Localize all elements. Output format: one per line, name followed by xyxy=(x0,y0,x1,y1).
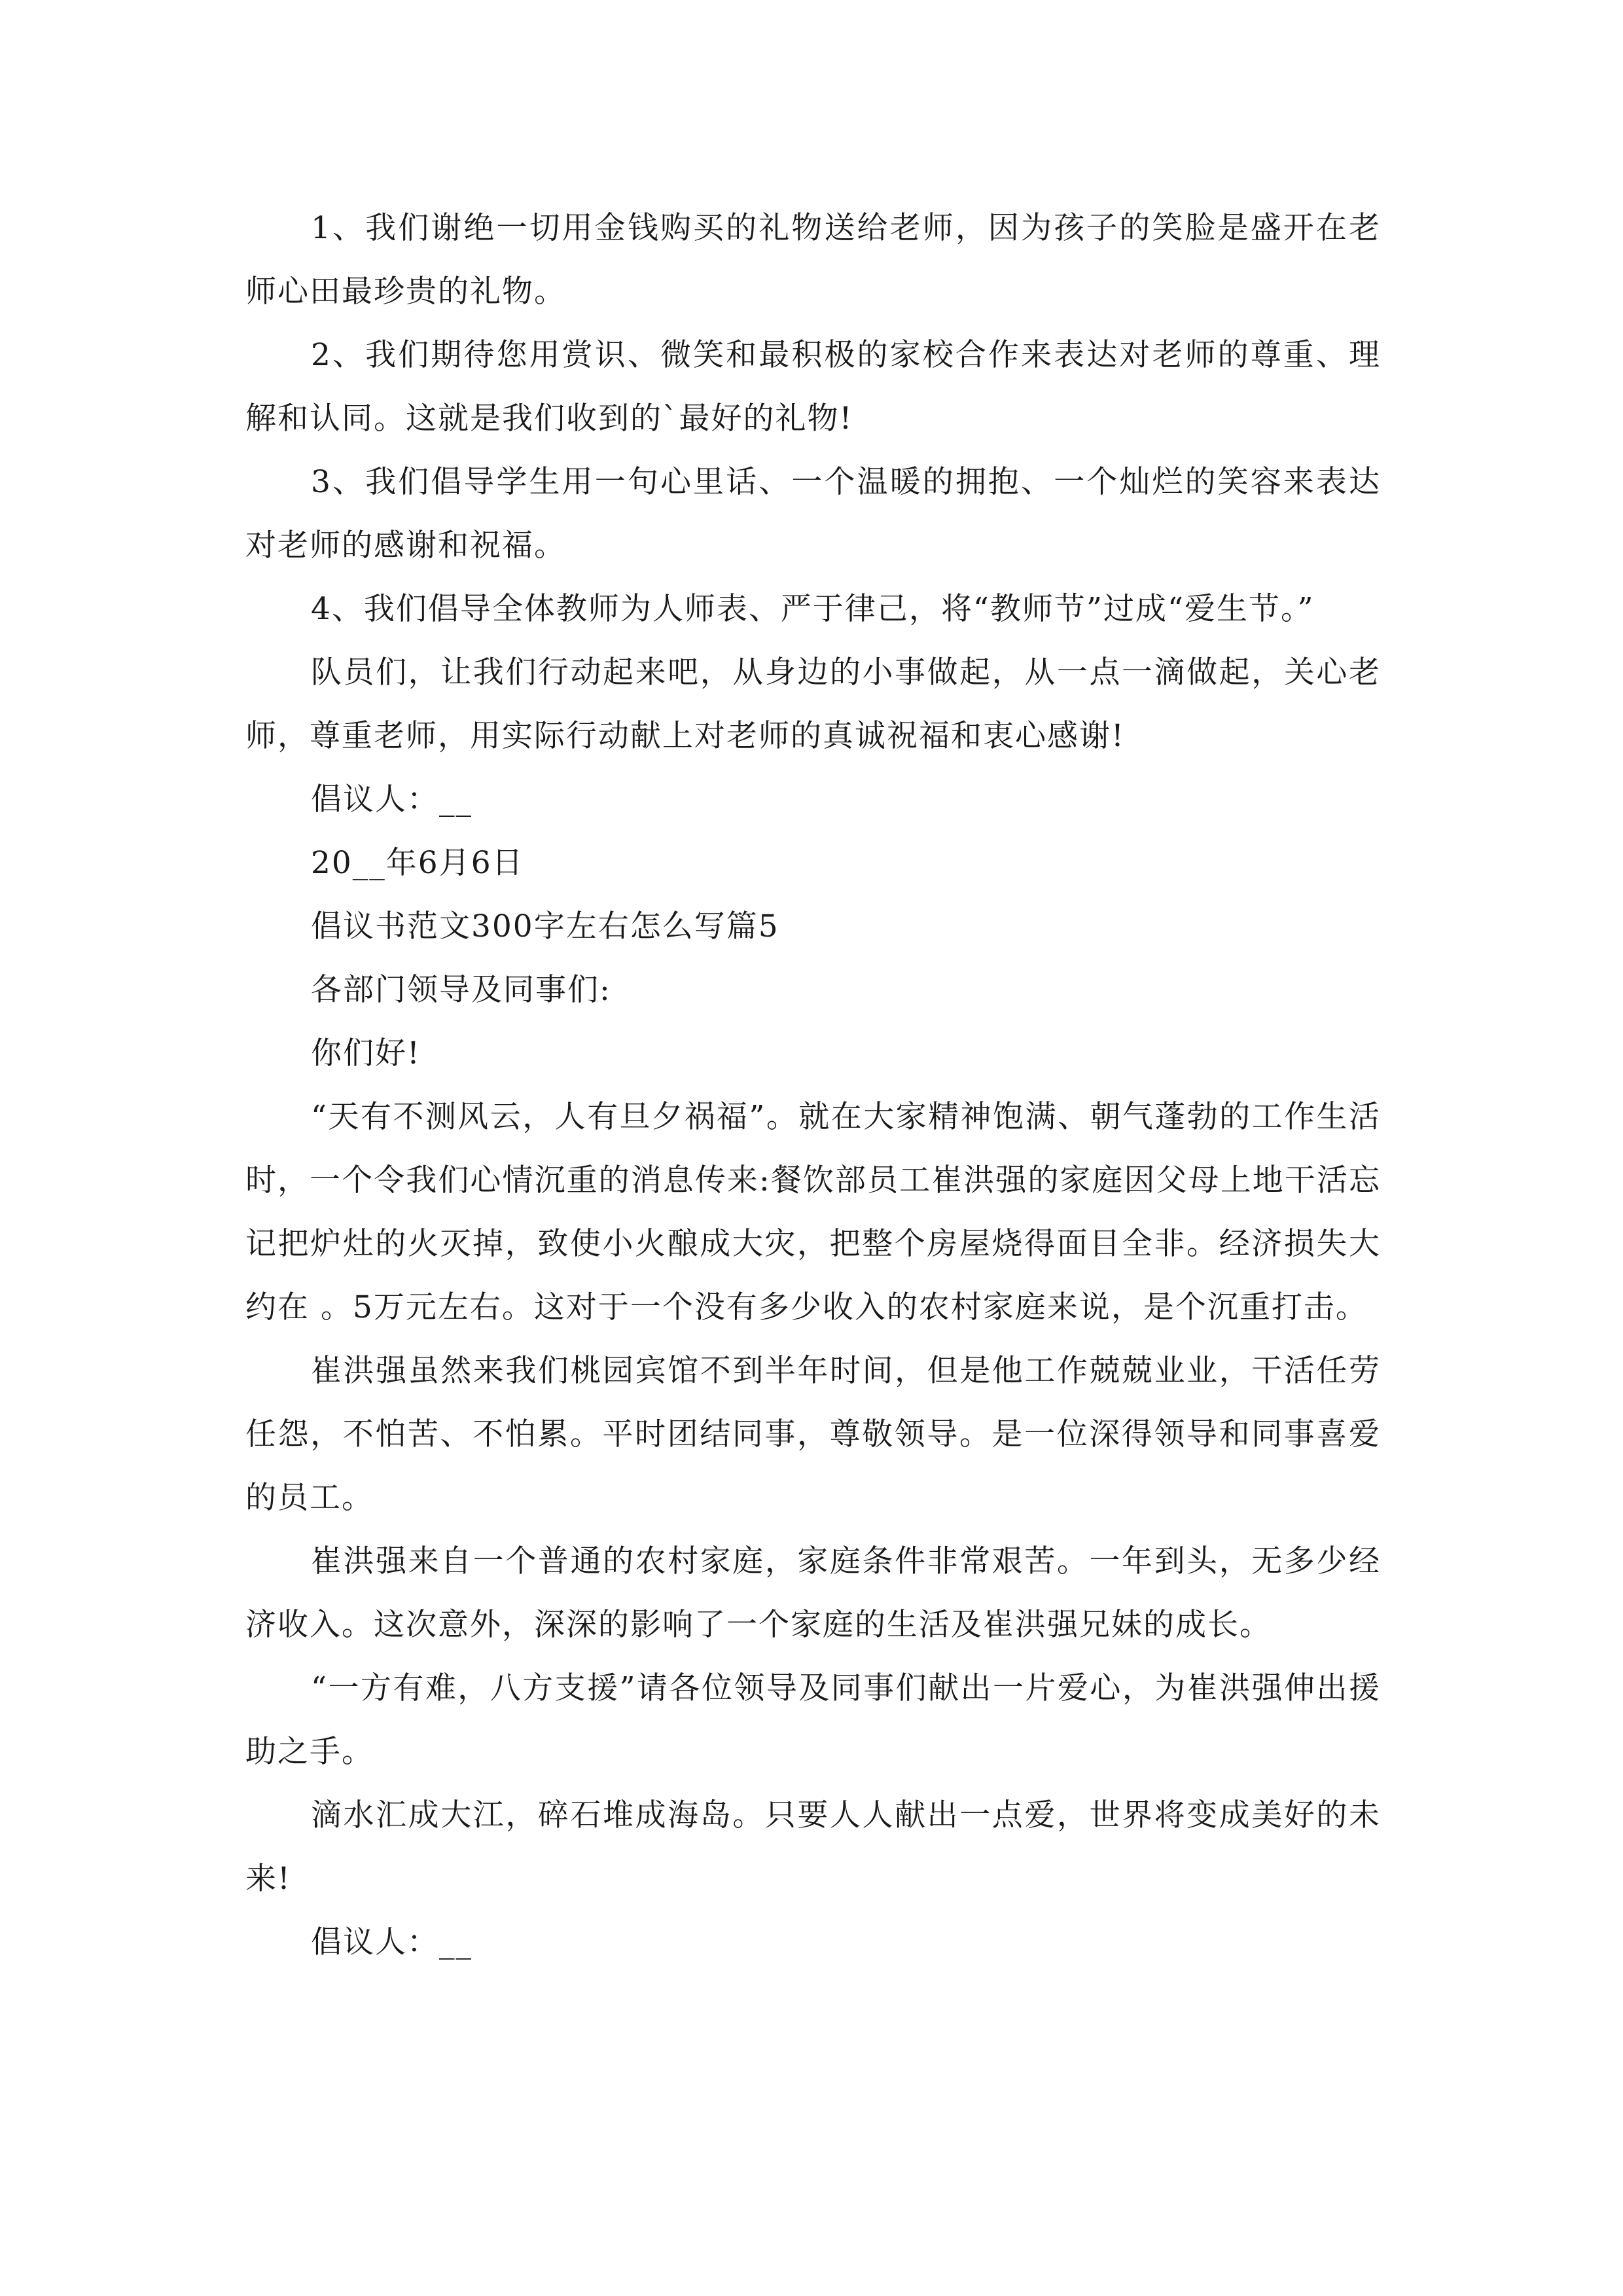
salutation: 各部门领导及同事们: xyxy=(311,972,611,1008)
incident-paragraph: “天有不测风云，人有旦夕祸福”。就在大家精神饱满、朝气蓬勃的工作生活时，一个令我们心情沉重的消息传来:餐饮部员工崔洪强的家庭因父母上地干活忘记把炉灶的火灭掉，致使小火酿成大灾，把整个房屋烧得面目全非。经济损失大约在 。5万元左右。这对于一个没有多少收入的农村家庭来说，是个沉重打击。 xyxy=(245,1099,1381,1325)
paragraph-item-1: 1、我们谢绝一切用金钱购买的礼物送给老师，因为孩子的笑脸是盛开在老师心田最珍贵的礼物。 xyxy=(245,210,1381,310)
paragraph-item-3: 3、我们倡导学生用一句心里话、一个温暖的拥抱、一个灿烂的笑容来表达对老师的感谢和祝福。 xyxy=(245,464,1381,564)
employee-paragraph: 崔洪强虽然来我们桃园宾馆不到半年时间，但是他工作兢兢业业，干活任劳任怨，不怕苦、不怕累。平时团结同事，尊敬领导。是一位深得领导和同事喜爱的员工。 xyxy=(245,1353,1381,1516)
appeal-paragraph: “一方有难，八方支援”请各位领导及同事们献出一片爱心，为崔洪强伸出援助之手。 xyxy=(245,1670,1381,1770)
document-body xyxy=(245,196,1381,1974)
date-line: 20__年6月6日 xyxy=(311,845,524,881)
greeting: 你们好! xyxy=(311,1035,421,1071)
paragraph-item-4: 4、我们倡导全体教师为人师表、严于律己，将“教师节”过成“爱生节。” xyxy=(311,591,1315,627)
initiator-line: 倡议人：__ xyxy=(311,781,473,817)
closing-paragraph: 滴水汇成大江，碎石堆成海岛。只要人人献出一点爱，世界将变成美好的未来! xyxy=(245,1797,1381,1897)
family-paragraph: 崔洪强来自一个普通的农村家庭，家庭条件非常艰苦。一年到头，无多少经济收入。这次意外，深深的影响了一个家庭的生活及崔洪强兄妹的成长。 xyxy=(245,1543,1381,1643)
paragraph-item-2: 2、我们期待您用赏识、微笑和最积极的家校合作来表达对老师的尊重、理解和认同。这就是我们收到的`最好的礼物! xyxy=(245,337,1381,437)
call-to-action-paragraph: 队员们，让我们行动起来吧，从身边的小事做起，从一点一滴做起，关心老师，尊重老师，用实际行动献上对老师的真诚祝福和衷心感谢! xyxy=(245,655,1381,754)
section-title: 倡议书范文300字左右怎么写篇5 xyxy=(311,908,779,944)
initiator-line-2: 倡议人：__ xyxy=(311,1924,473,1960)
